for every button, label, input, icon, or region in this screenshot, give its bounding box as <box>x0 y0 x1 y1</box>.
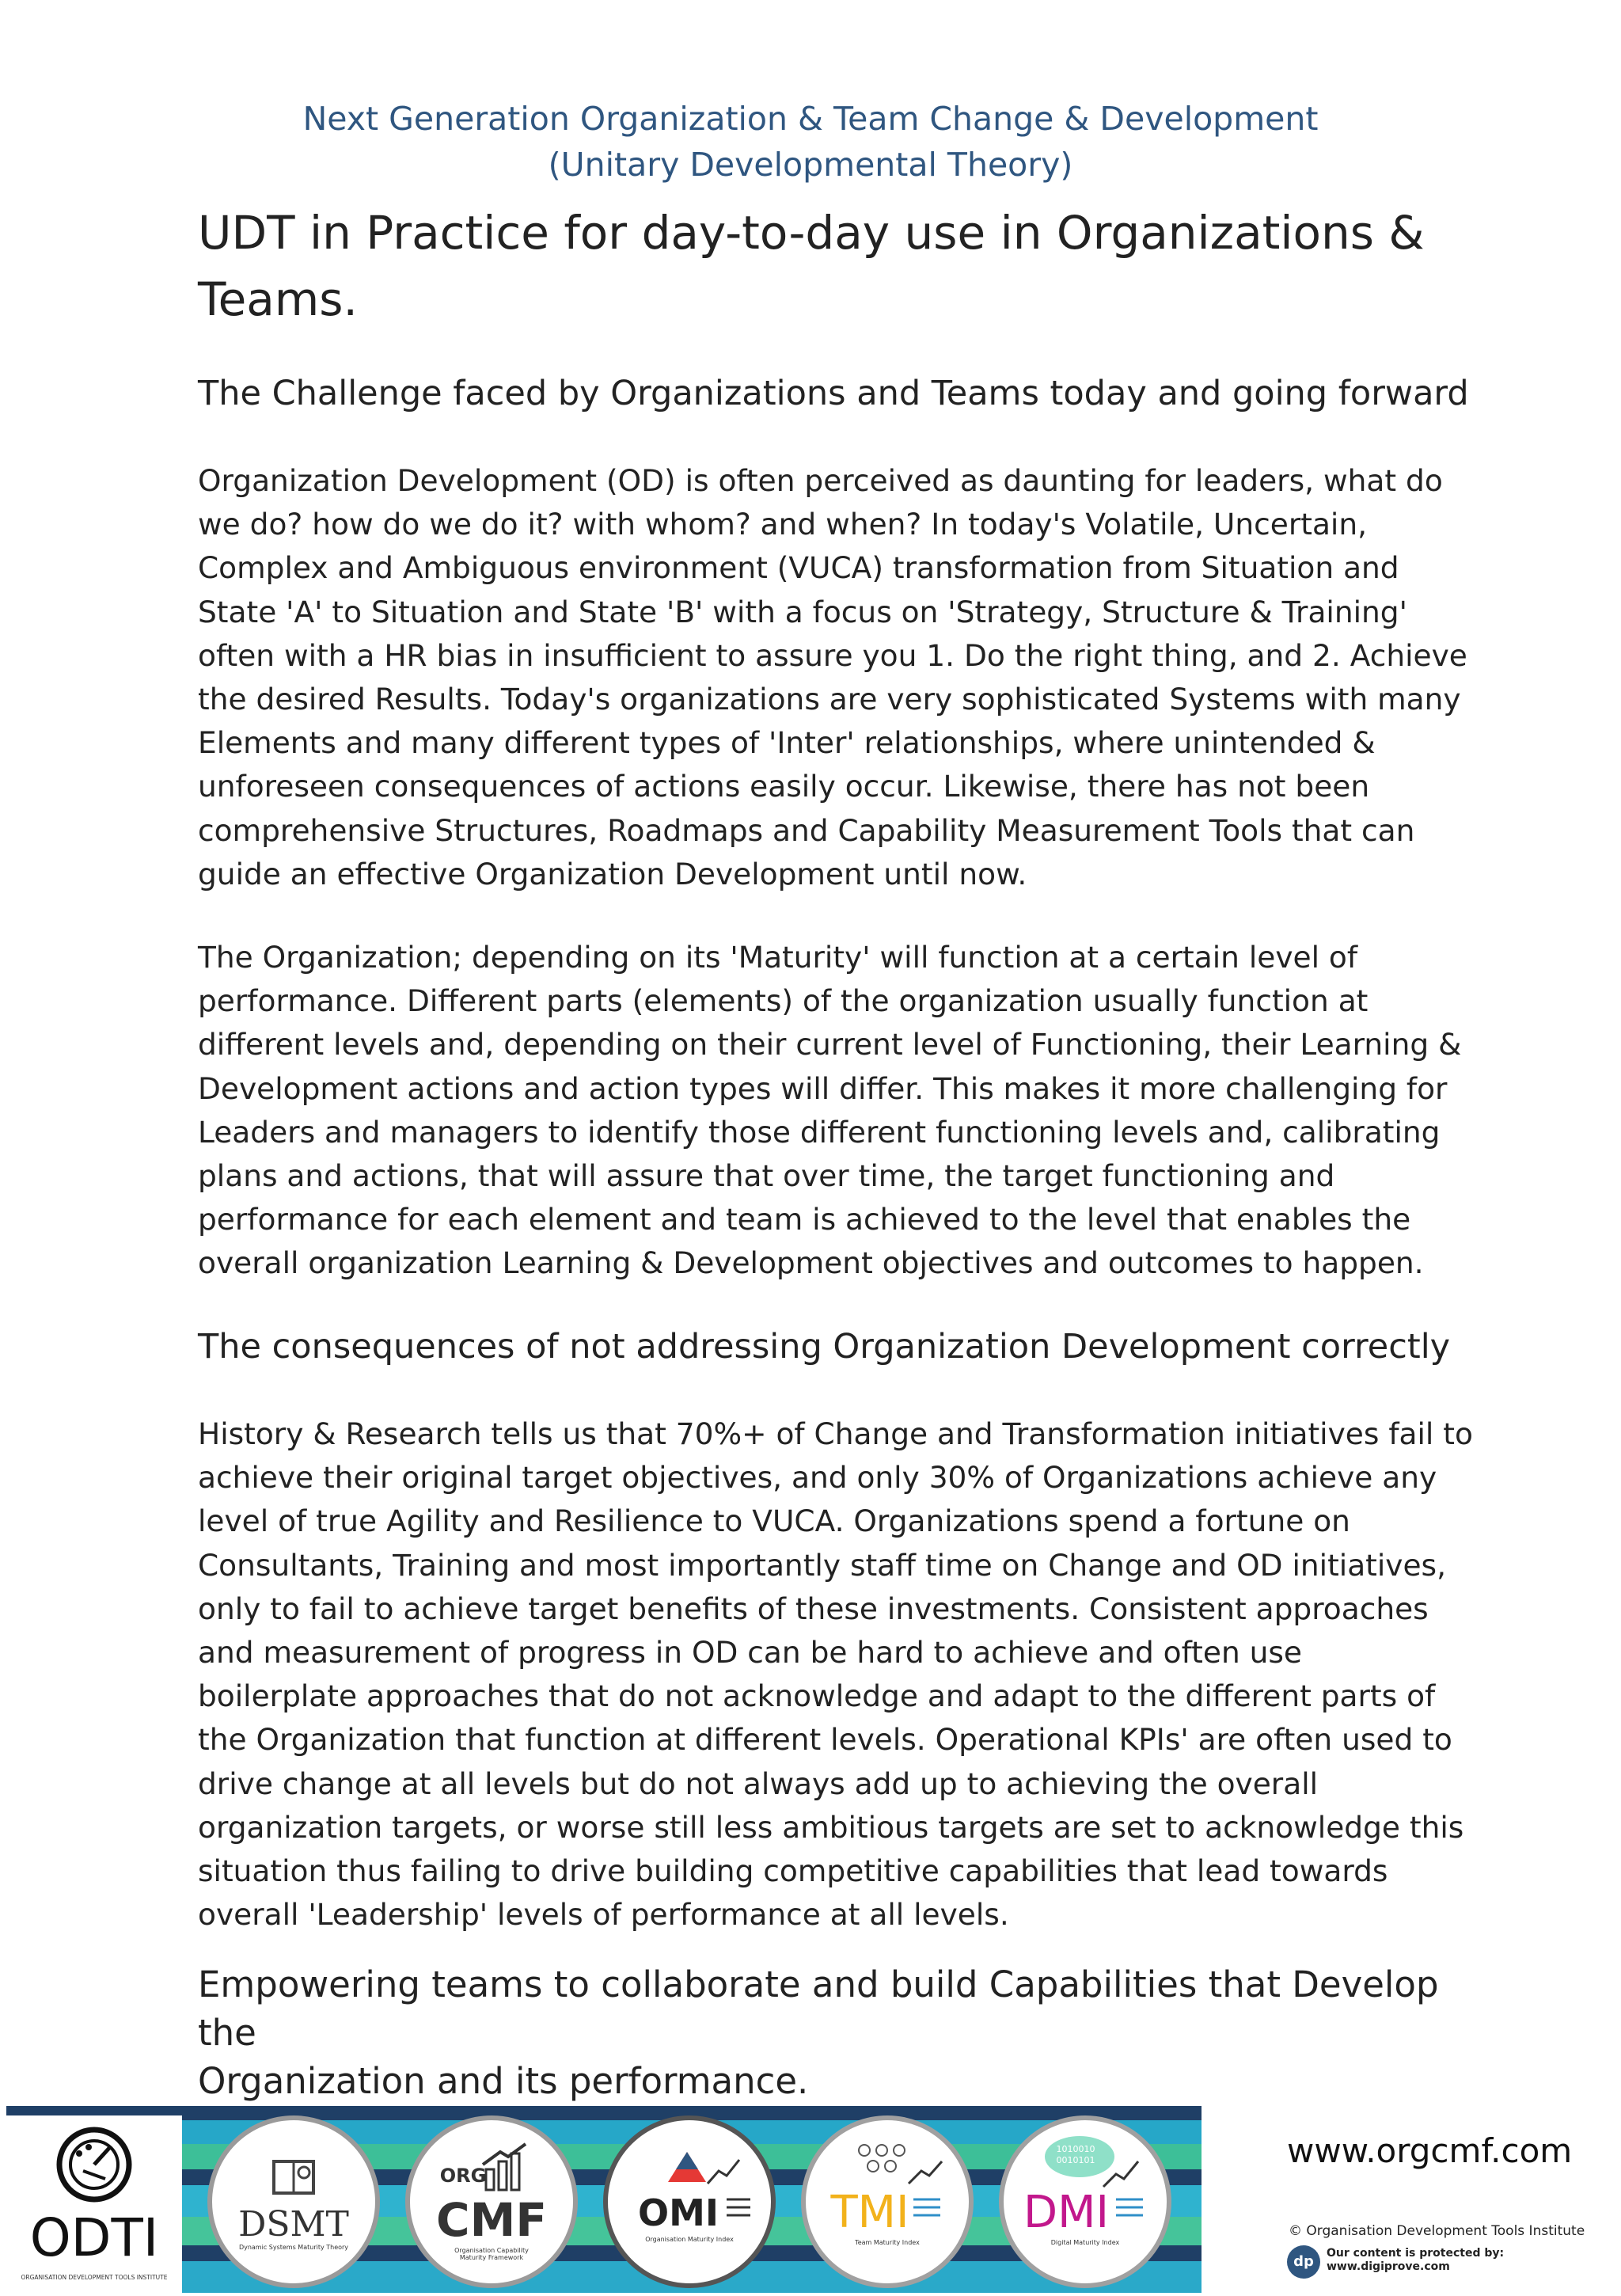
text-line: State 'A' to Situation and State 'B' with a focus on 'Strategy, Structure & Training' <box>198 594 1407 629</box>
text-line: The Organization; depending on its 'Maturity' will function at a certain level of <box>198 940 1358 975</box>
dmi-logo <box>999 2115 1171 2288</box>
heading-line: Organization and its performance. <box>198 2060 809 2102</box>
dsmt-logo <box>207 2115 380 2288</box>
digiprove-badge-icon: dp <box>1287 2245 1320 2279</box>
text-line: overall organization Learning & Development objectives and outcomes to happen. <box>198 1245 1424 1281</box>
dsmt-name: DSMT <box>238 2204 349 2245</box>
text-line: level of true Agility and Resilience to VUCA. Organizations spend a fortune on <box>198 1503 1350 1539</box>
omi-sub: Organisation Maturity Index <box>645 2236 734 2243</box>
omi-name: OMI <box>638 2191 719 2234</box>
dsmt-sub: Dynamic Systems Maturity Theory <box>238 2244 349 2251</box>
digiprove-notice <box>1327 2247 1504 2274</box>
dmi-binary-1: 1010010 <box>1056 2144 1095 2154</box>
omi-logo <box>603 2115 776 2288</box>
text-line: drive change at all levels but do not always add up to achieving the overall <box>198 1766 1319 1801</box>
text-line: only to fail to achieve target benefits of these investments. Consistent approaches <box>198 1591 1429 1626</box>
text-line: organization targets, or worse still less ambitious targets are set to acknowledge this <box>198 1809 1464 1845</box>
text-line: History & Research tells us that 70%+ of Change and Transformation initiatives fail to <box>198 1416 1473 1451</box>
cmf-logo <box>405 2115 578 2288</box>
text-line: overall 'Leadership' levels of performance at all levels. <box>198 1897 1009 1933</box>
text-line: achieve their original target objectives, and only 30% of Organizations achieve any <box>198 1460 1437 1496</box>
paragraph-od-intro <box>198 459 1467 896</box>
text-line: different levels and, depending on their current level of Functioning, their Learning & <box>198 1027 1462 1062</box>
odti-logo <box>6 2115 182 2293</box>
text-line: we do? how do we do it? with whom? and when? In today's Volatile, Uncertain, <box>198 507 1368 542</box>
cmf-name: CMF <box>436 2193 547 2247</box>
heading-line: Empowering teams to collaborate and build Capabilities that Develop the <box>198 1963 1439 2054</box>
page-title-line1: UDT in Practice for day-to-day use in Organizations & <box>198 206 1425 260</box>
text-line: plans and actions, that will assure that over time, the target functioning and <box>198 1158 1335 1194</box>
book-icon <box>212 2120 375 2283</box>
copyright-notice: © Organisation Development Tools Institute <box>1289 2223 1585 2239</box>
cmf-prefix: ORG <box>439 2165 487 2187</box>
dmi-name: DMI <box>1023 2187 1109 2238</box>
text-line: Development actions and action types will differ. This makes it more challenging for <box>198 1070 1448 1106</box>
digiprove-line1: Our content is protected by: <box>1327 2247 1505 2260</box>
digiprove-link[interactable]: www.digiprove.com <box>1327 2260 1450 2273</box>
text-line: performance for each element and team is achieved to the level that enables the <box>198 1202 1411 1237</box>
text-line: the Organization that function at different levels. Operational KPIs' are often used to <box>198 1722 1452 1758</box>
dmi-binary-2: 0010101 <box>1056 2155 1095 2165</box>
website-link[interactable]: www.orgcmf.com <box>1287 2131 1573 2170</box>
tmi-logo <box>801 2115 974 2288</box>
text-line: situation thus failing to drive building competitive capabilities that lead towards <box>198 1853 1388 1889</box>
page-title-line2: Teams. <box>198 272 358 326</box>
text-line: Complex and Ambiguous environment (VUCA) transformation from Situation and <box>198 550 1399 586</box>
section-heading-consequences: The consequences of not addressing Organization Development correctly <box>198 1327 1451 1367</box>
document-header-line2: (Unitary Developmental Theory) <box>548 146 1073 184</box>
text-line: often with a HR bias in insufficient to assure you 1. Do the right thing, and 2. Achieve <box>198 637 1467 673</box>
text-line: performance. Different parts (elements) of the organization usually function at <box>198 983 1369 1019</box>
text-line: Elements and many different types of 'Inter' relationships, where unintended & <box>198 725 1376 761</box>
paragraph-consequences <box>198 1412 1473 1937</box>
text-line: Leaders and managers to identify those different functioning levels and, calibrating <box>198 1114 1441 1150</box>
text-line: boilerplate approaches that do not acknowledge and adapt to the different parts of <box>198 1678 1436 1714</box>
dmi-sub: Digital Maturity Index <box>1050 2239 1120 2246</box>
tmi-sub: Team Maturity Index <box>855 2239 920 2246</box>
text-line: Consultants, Training and most importantly staff time on Change and OD initiatives, <box>198 1547 1447 1583</box>
cmf-sub: Organisation Capability Maturity Framework <box>454 2247 529 2261</box>
page-title <box>198 200 1480 333</box>
section-heading-challenge: The Challenge faced by Organizations and Teams today and going forward <box>198 374 1469 413</box>
text-line: unforeseen consequences of actions easily occur. Likewise, there has not been <box>198 769 1370 804</box>
odti-name: ODTI <box>29 2207 159 2268</box>
paragraph-maturity <box>198 936 1464 1286</box>
document-header-line1: Next Generation Organization & Team Change & Development <box>302 100 1319 138</box>
odti-sub: ORGANISATION DEVELOPMENT TOOLS INSTITUTE <box>21 2274 168 2281</box>
text-line: comprehensive Structures, Roadmaps and Capability Measurement Tools that can <box>198 812 1415 848</box>
tmi-name: TMI <box>830 2187 909 2238</box>
text-line: Organization Development (OD) is often perceived as daunting for leaders, what do <box>198 463 1443 498</box>
text-line: and measurement of progress in OD can be hard to achieve and often use <box>198 1635 1303 1671</box>
text-line: the desired Results. Today's organizations are very sophisticated Systems with many <box>198 682 1461 717</box>
section-heading-empowering <box>198 1960 1496 2105</box>
text-line: guide an effective Organization Development until now. <box>198 856 1027 891</box>
